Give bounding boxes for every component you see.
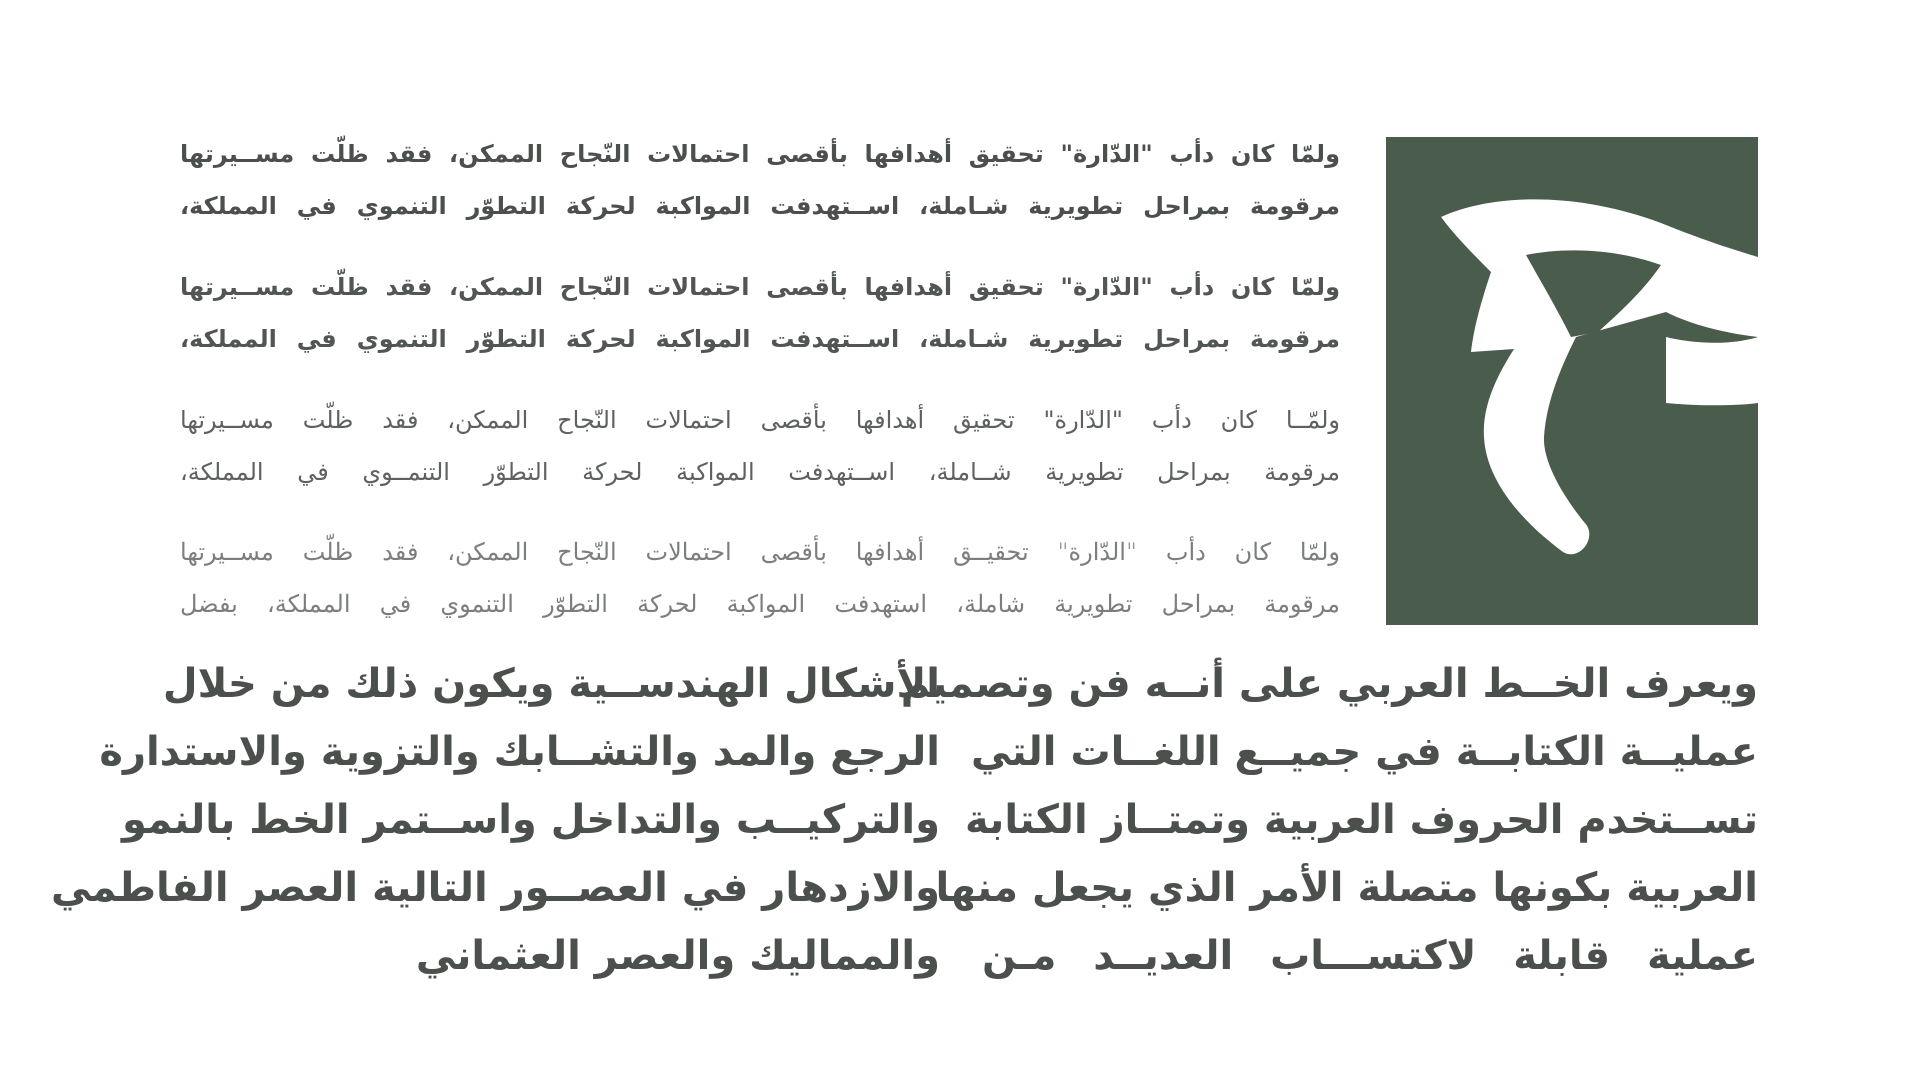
paragraph-line: عمليــة الكتابــة في جميــع اللغــات التي	[970, 729, 1758, 775]
arabic-letter-ain-logo-icon	[1386, 137, 1758, 625]
specimen-light	[180, 526, 1340, 630]
specimen-bold	[180, 128, 1340, 232]
specimen-bold-line-2: مرقومة بمراحل تطويرية شـاملة، اســتهدفت المواكبة لحركة التطوّر التنموي في المملكة،	[180, 192, 1340, 220]
specimen-light-line-1: ولمّا كان دأب "الدّارة" تحقيــق أهدافها بأقصى احتمالات النّجاح الممكن، فقد ظلّت مســيرتها	[180, 538, 1340, 566]
paragraph-right-column	[900, 650, 1758, 990]
paragraph-left-column	[51, 650, 940, 990]
specimen-semibold	[180, 261, 1340, 365]
specimen-bold-line-1: ولمّا كان دأب "الدّارة" تحقيق أهدافها بأقصى احتمالات النّجاح الممكن، فقد ظلّت مســيرتها	[180, 140, 1340, 168]
paragraph-line: والازدهار في العصــور التالية العصر الفاطمي	[51, 865, 940, 911]
paragraph-line: ويعرف الخــط العربي على أنــه فن وتصميم	[900, 661, 1758, 707]
paragraph-line: العربية بكونها متصلة الأمر الذي يجعل منها	[935, 865, 1758, 911]
paragraph-line: والتركيــب والتداخل واســتمر الخط بالنمو	[121, 797, 940, 843]
specimen-regular-line-1: ولمّــا كان دأب "الدّارة" تحقيق أهدافها بأقصى احتمالات النّجاح الممكن، فقد ظلّت مســيرتها	[180, 406, 1340, 434]
specimen-regular	[180, 394, 1340, 498]
paragraph-line: الرجع والمد والتشــابك والتزوية والاستدارة	[99, 729, 940, 775]
paragraph-line: تســتخدم الحروف العربية وتمتــاز الكتابة	[965, 797, 1758, 843]
specimen-light-line-2: مرقومة بمراحل تطويرية شاملة، استهدفت المواكبة لحركة التطوّر التنموي في المملكة، بفضل	[180, 590, 1340, 618]
paragraph-line: والمماليك والعصر العثماني	[415, 933, 940, 979]
paragraph-line: الأشكال الهندســية ويكون ذلك من خلال	[162, 661, 940, 707]
logo-box	[1386, 137, 1758, 625]
specimen-semibold-line-2: مرقومة بمراحل تطويرية شـاملة، اســتهدفت المواكبة لحركة التطوّر التنموي في المملكة،	[180, 325, 1340, 353]
specimen-semibold-line-1: ولمّا كان دأب "الدّارة" تحقيق أهدافها بأقصى احتمالات النّجاح الممكن، فقد ظلّت مســيرتها	[180, 273, 1340, 301]
specimen-regular-line-2: مرقومة بمراحل تطويرية شــاملة، اســتهدفت المواكبة لحركة التطوّر التنمــوي في المملكة،	[180, 458, 1340, 486]
paragraph-line: عملية قابلة لاكتســـاب العديــد مـن	[982, 933, 1758, 979]
